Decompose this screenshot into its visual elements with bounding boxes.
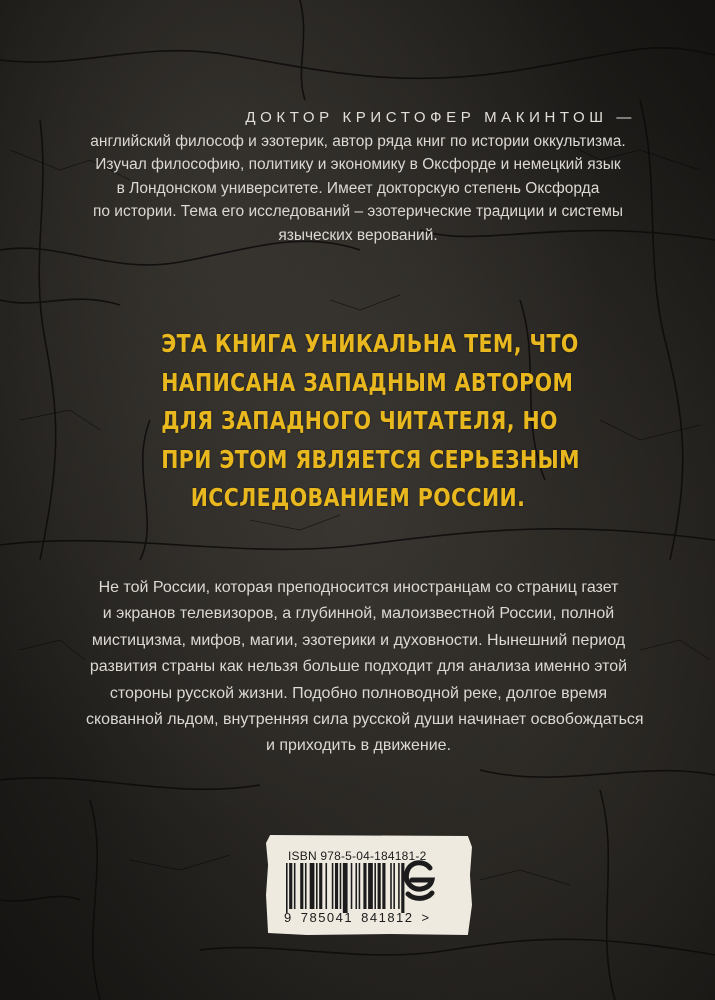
description-line: Не той России, которая преподносится иностранцам со страниц газет	[98, 579, 619, 596]
book-description	[86, 575, 644, 760]
highlight-line: ИССЛЕДОВАНИЕМ РОССИИ.	[190, 483, 526, 512]
barcode-bar	[316, 863, 318, 909]
barcode-bar	[378, 863, 381, 909]
barcode-bar	[359, 863, 361, 909]
description-line: развития страны как нельзя больше подходит для анализа именно этой	[89, 658, 628, 676]
highlight-line: ДЛЯ ЗАПАДНОГО ЧИТАТЕЛЯ, НО	[161, 406, 558, 435]
barcode-bar	[310, 863, 315, 909]
barcode-bar	[289, 863, 292, 909]
description-line: стороны русской жизни. Подобно полноводной реке, долгое время	[109, 684, 608, 702]
barcode-digit-group: 785041	[300, 910, 354, 925]
barcode-digits	[284, 910, 431, 925]
highlight-quote	[161, 325, 580, 518]
barcode-digit-prefix: 9	[284, 910, 293, 925]
barcode-bar	[393, 863, 395, 909]
barcode-digit-group: 841812	[361, 910, 414, 925]
barcode-bar	[398, 863, 400, 909]
author-bio-line: языческих верований.	[278, 226, 438, 244]
isbn-text: ISBN 978-5-04-184181-2	[288, 849, 427, 863]
barcode-bar	[305, 863, 307, 909]
description-line: скованной льдом, внутренняя сила русской души начинает освобождаться	[86, 711, 644, 729]
author-bio-line: по истории. Тема его исследований – эзотерические традиции и системы	[92, 203, 623, 220]
barcode-bar	[325, 863, 327, 909]
barcode-bar	[300, 863, 303, 909]
highlight-line: НАПИСАНА ЗАПАДНЫМ АВТОРОМ	[161, 367, 574, 397]
description-line: и приходить в движение.	[265, 737, 452, 755]
barcode-digit-suffix: >	[421, 910, 431, 925]
barcode-bar	[294, 863, 296, 909]
barcode-bar	[319, 863, 322, 909]
barcode-bar	[286, 863, 288, 913]
barcode-bar	[340, 863, 342, 909]
barcode-bar	[368, 863, 373, 909]
author-bio-line: в Лондонском университете. Имеет докторскую степень Оксфорда	[116, 179, 600, 197]
description-line: и экранов телевизоров, а глубинной, малоизвестной России, полной	[102, 605, 615, 623]
barcode-bar	[355, 863, 357, 909]
author-bio	[88, 106, 636, 247]
author-name: ДОКТОР КРИСТОФЕР МАКИНТОШ —	[245, 109, 636, 126]
eksmo-logo-icon	[402, 858, 436, 902]
barcode-bar	[374, 863, 376, 909]
barcode-bar	[335, 863, 338, 909]
barcode-bar	[363, 863, 366, 909]
description-line: мистицизма, мифов, магии, эзотерики и духовности. Нынешний период	[91, 631, 626, 649]
highlight-line: ЭТА КНИГА УНИКАЛЬНА ТЕМ, ЧТО	[161, 329, 579, 358]
author-bio-line: английский философ и эзотерик, автор ряда книг по истории оккультизма.	[90, 132, 626, 150]
highlight-line: ПРИ ЭТОМ ЯВЛЯЕТСЯ СЕРЬЕЗНЫМ	[161, 444, 580, 474]
barcode-bar	[390, 863, 392, 909]
barcode-bar	[343, 863, 348, 913]
barcode-bar	[351, 863, 353, 909]
barcode-bar	[332, 863, 334, 909]
barcode-bar	[382, 863, 385, 909]
author-bio-line: Изучал философию, политику и экономику в Оксфорде и немецкий язык	[95, 156, 621, 173]
